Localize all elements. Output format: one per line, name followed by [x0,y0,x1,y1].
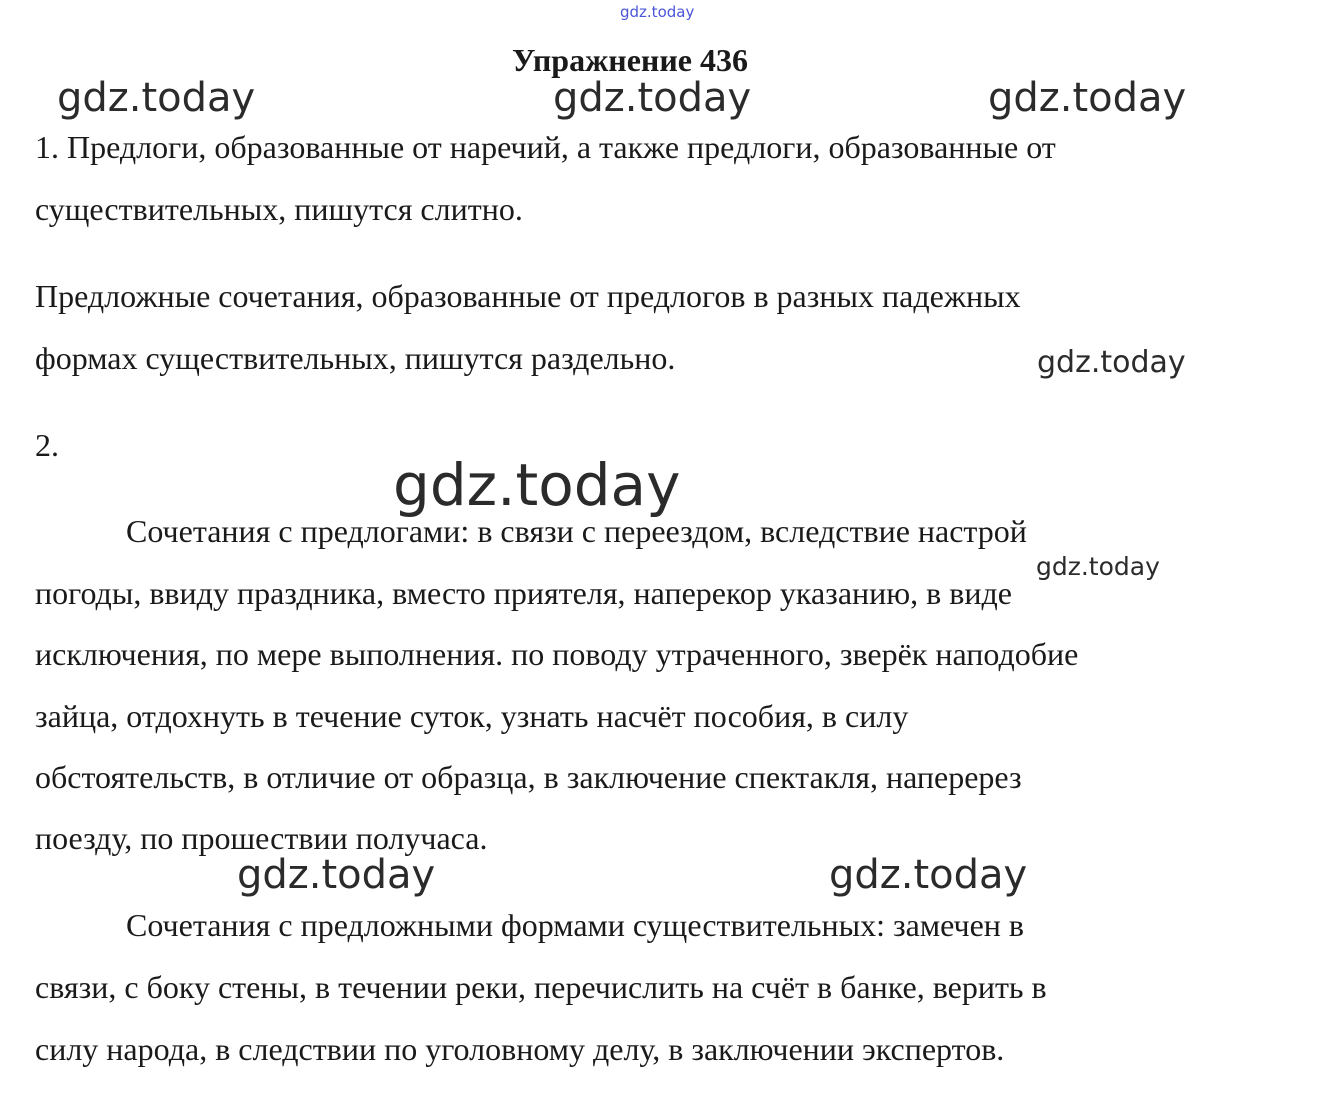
paragraph2-line: Сочетания с предложными формами существительных: замечен в [126,907,1025,943]
watermark-top: gdz.today [620,3,695,21]
watermark-header-center: gdz.today [553,75,752,121]
paragraph2-line: силу народа, в следствии по уголовному делу, в заключении экспертов. [35,1031,1005,1067]
paragraph1-line: обстоятельств, в отличие от образца, в заключение спектакля, наперерез [35,759,1022,795]
watermark-header-right: gdz.today [988,75,1187,121]
rule-line-3: Предложные сочетания, образованные от предлогов в разных падежных [35,278,1021,314]
paragraph1-line: Сочетания с предлогами: в связи с переездом, вследствие настрой [126,513,1027,549]
rule-line-1: 1. Предлоги, образованные от наречий, а также предлоги, образованные от [35,129,1056,165]
watermark-bottom-left: gdz.today [237,852,436,898]
watermark-large-center: gdz.today [393,451,681,519]
watermark-right-middle: gdz.today [1037,345,1186,380]
watermark-header-left: gdz.today [57,75,256,121]
paragraph1-line: зайца, отдохнуть в течение суток, узнать насчёт пособия, в силу [35,698,909,734]
paragraph1-line: погоды, ввиду праздника, вместо приятеля, наперекор указанию, в виде [35,575,1012,611]
paragraph2-line: связи, с боку стены, в течении реки, перечислить на счёт в банке, верить в [35,969,1047,1005]
rule-line-4: формах существительных, пишутся раздельно. [35,340,676,376]
section-number: 2. [35,427,59,463]
watermark-bottom-right: gdz.today [829,852,1028,898]
page-title: Упражнение 436 [511,42,748,78]
rule-line-2: существительных, пишутся слитно. [35,191,523,227]
paragraph1-line: поезду, по прошествии получаса. [35,820,488,856]
watermark-small-right: gdz.today [1036,552,1160,581]
paragraph1-line: исключения, по мере выполнения. по поводу утраченного, зверёк наподобие [35,636,1079,672]
